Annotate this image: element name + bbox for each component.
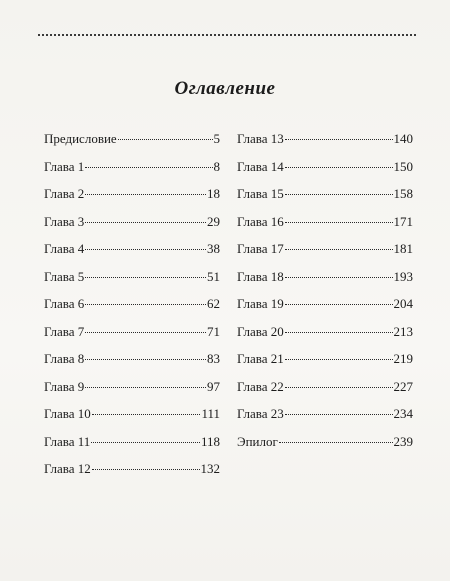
toc-entry [44, 214, 220, 242]
toc-entry-label: Глава 19 [237, 296, 284, 311]
toc-entry-label: Глава 16 [237, 213, 284, 229]
toc-entry [237, 406, 413, 434]
toc-entry [44, 159, 220, 187]
toc-dot-leader [85, 304, 206, 305]
toc-entry [237, 324, 413, 352]
toc-dot-leader [91, 442, 200, 443]
toc-dot-leader [285, 332, 393, 333]
toc-entry-label: Глава 17 [237, 241, 284, 256]
toc-entry [237, 296, 413, 324]
toc-entry-page-number: 83 [207, 351, 220, 366]
toc-entry-label: Глава 14 [237, 158, 284, 174]
toc-entry-label: Глава 10 [44, 406, 91, 421]
toc-entry-label: Глава 11 [44, 433, 91, 449]
toc-entry [44, 131, 220, 159]
toc-entry [44, 406, 220, 434]
toc-dot-leader [92, 469, 200, 470]
toc-entry-label: Глава 4 [44, 241, 85, 256]
toc-entry [237, 241, 413, 269]
toc-entry [237, 379, 413, 407]
toc-entry [44, 351, 220, 379]
toc-dot-leader [285, 139, 393, 140]
toc-entry [44, 269, 220, 297]
toc-entry-page-number: 18 [207, 186, 220, 201]
toc-dot-leader [118, 139, 213, 140]
toc-entry-page-number: 51 [207, 268, 220, 284]
top-dotted-rule [38, 34, 416, 36]
toc-entry [237, 186, 413, 214]
toc-dot-leader [85, 222, 206, 223]
toc-entry-page-number: 219 [393, 351, 413, 366]
toc-entry-label: Эпилог [237, 433, 278, 449]
toc-entry [237, 214, 413, 242]
toc-dot-leader [85, 332, 206, 333]
toc-entry [44, 186, 220, 214]
toc-dot-leader [285, 414, 393, 415]
toc-entry [237, 159, 413, 187]
toc-entry-label: Глава 5 [44, 268, 85, 284]
toc-entry [44, 296, 220, 324]
toc-entry-page-number: 38 [207, 241, 220, 256]
page-title: Оглавление [174, 78, 276, 99]
toc-dot-leader [285, 387, 393, 388]
toc-dot-leader [285, 359, 393, 360]
toc-entry-label: Глава 13 [237, 131, 284, 146]
toc-entry-page-number: 227 [393, 378, 413, 394]
toc-entry [44, 379, 220, 407]
toc-dot-leader [285, 194, 393, 195]
toc-entry [237, 131, 413, 159]
toc-entry-page-number: 132 [200, 461, 220, 476]
toc-column-right [237, 131, 413, 461]
toc-entry [237, 269, 413, 297]
toc-entry-label: Глава 18 [237, 268, 284, 284]
toc-entry [44, 434, 220, 462]
toc-dot-leader [285, 304, 393, 305]
toc-entry [44, 324, 220, 352]
toc-entry-page-number: 150 [393, 158, 413, 174]
toc-entry-page-number: 193 [393, 268, 413, 284]
toc-entry-page-number: 62 [207, 296, 220, 311]
toc-dot-leader [85, 167, 212, 168]
toc-entry-page-number: 71 [207, 323, 220, 339]
toc-dot-leader [85, 359, 206, 360]
toc-entry-page-number: 204 [393, 296, 413, 311]
toc-entry [237, 434, 413, 462]
toc-entry-label: Глава 1 [44, 158, 85, 174]
toc-entry-page-number: 239 [393, 433, 413, 449]
toc-entry-page-number: 181 [393, 241, 413, 256]
toc-entry-label: Глава 9 [44, 378, 85, 394]
toc-entry-label: Глава 6 [44, 296, 85, 311]
toc-entry-label: Глава 23 [237, 406, 284, 421]
toc-entry-page-number: 158 [393, 186, 413, 201]
toc-entry-label: Глава 7 [44, 323, 85, 339]
toc-entry-label: Глава 22 [237, 378, 284, 394]
toc-entry-label: Глава 15 [237, 186, 284, 201]
toc-dot-leader [92, 414, 201, 415]
toc-dot-leader [285, 277, 393, 278]
toc-entry-page-number: 29 [207, 213, 220, 229]
toc-dot-leader [285, 222, 393, 223]
toc-entry-page-number: 140 [393, 131, 413, 146]
toc-entry-page-number: 213 [393, 323, 413, 339]
toc-entry-page-number: 118 [200, 433, 220, 449]
toc-entry-label: Глава 8 [44, 351, 85, 366]
toc-entry-page-number: 111 [201, 406, 220, 421]
toc-dot-leader [85, 249, 206, 250]
toc-entry-label: Глава 12 [44, 461, 91, 476]
toc-entry-label: Глава 21 [237, 351, 284, 366]
toc-entry-label: Глава 2 [44, 186, 85, 201]
toc-entry-page-number: 234 [393, 406, 413, 421]
toc-entry-page-number: 5 [213, 131, 220, 146]
toc-dot-leader [285, 167, 393, 168]
toc-dot-leader [285, 249, 393, 250]
toc-entry-label: Глава 3 [44, 213, 85, 229]
toc-entry-page-number: 97 [207, 378, 220, 394]
toc-entry [237, 351, 413, 379]
toc-column-left [44, 131, 220, 489]
toc-entry-page-number: 171 [393, 213, 413, 229]
toc-dot-leader [85, 277, 206, 278]
toc-entry-page-number: 8 [213, 158, 220, 174]
toc-entry [44, 241, 220, 269]
toc-entry-label: Глава 20 [237, 323, 284, 339]
toc-dot-leader [85, 194, 206, 195]
toc-dot-leader [279, 442, 393, 443]
toc-entry [44, 461, 220, 489]
toc-dot-leader [85, 387, 206, 388]
toc-entry-label: Предисловие [44, 131, 117, 146]
